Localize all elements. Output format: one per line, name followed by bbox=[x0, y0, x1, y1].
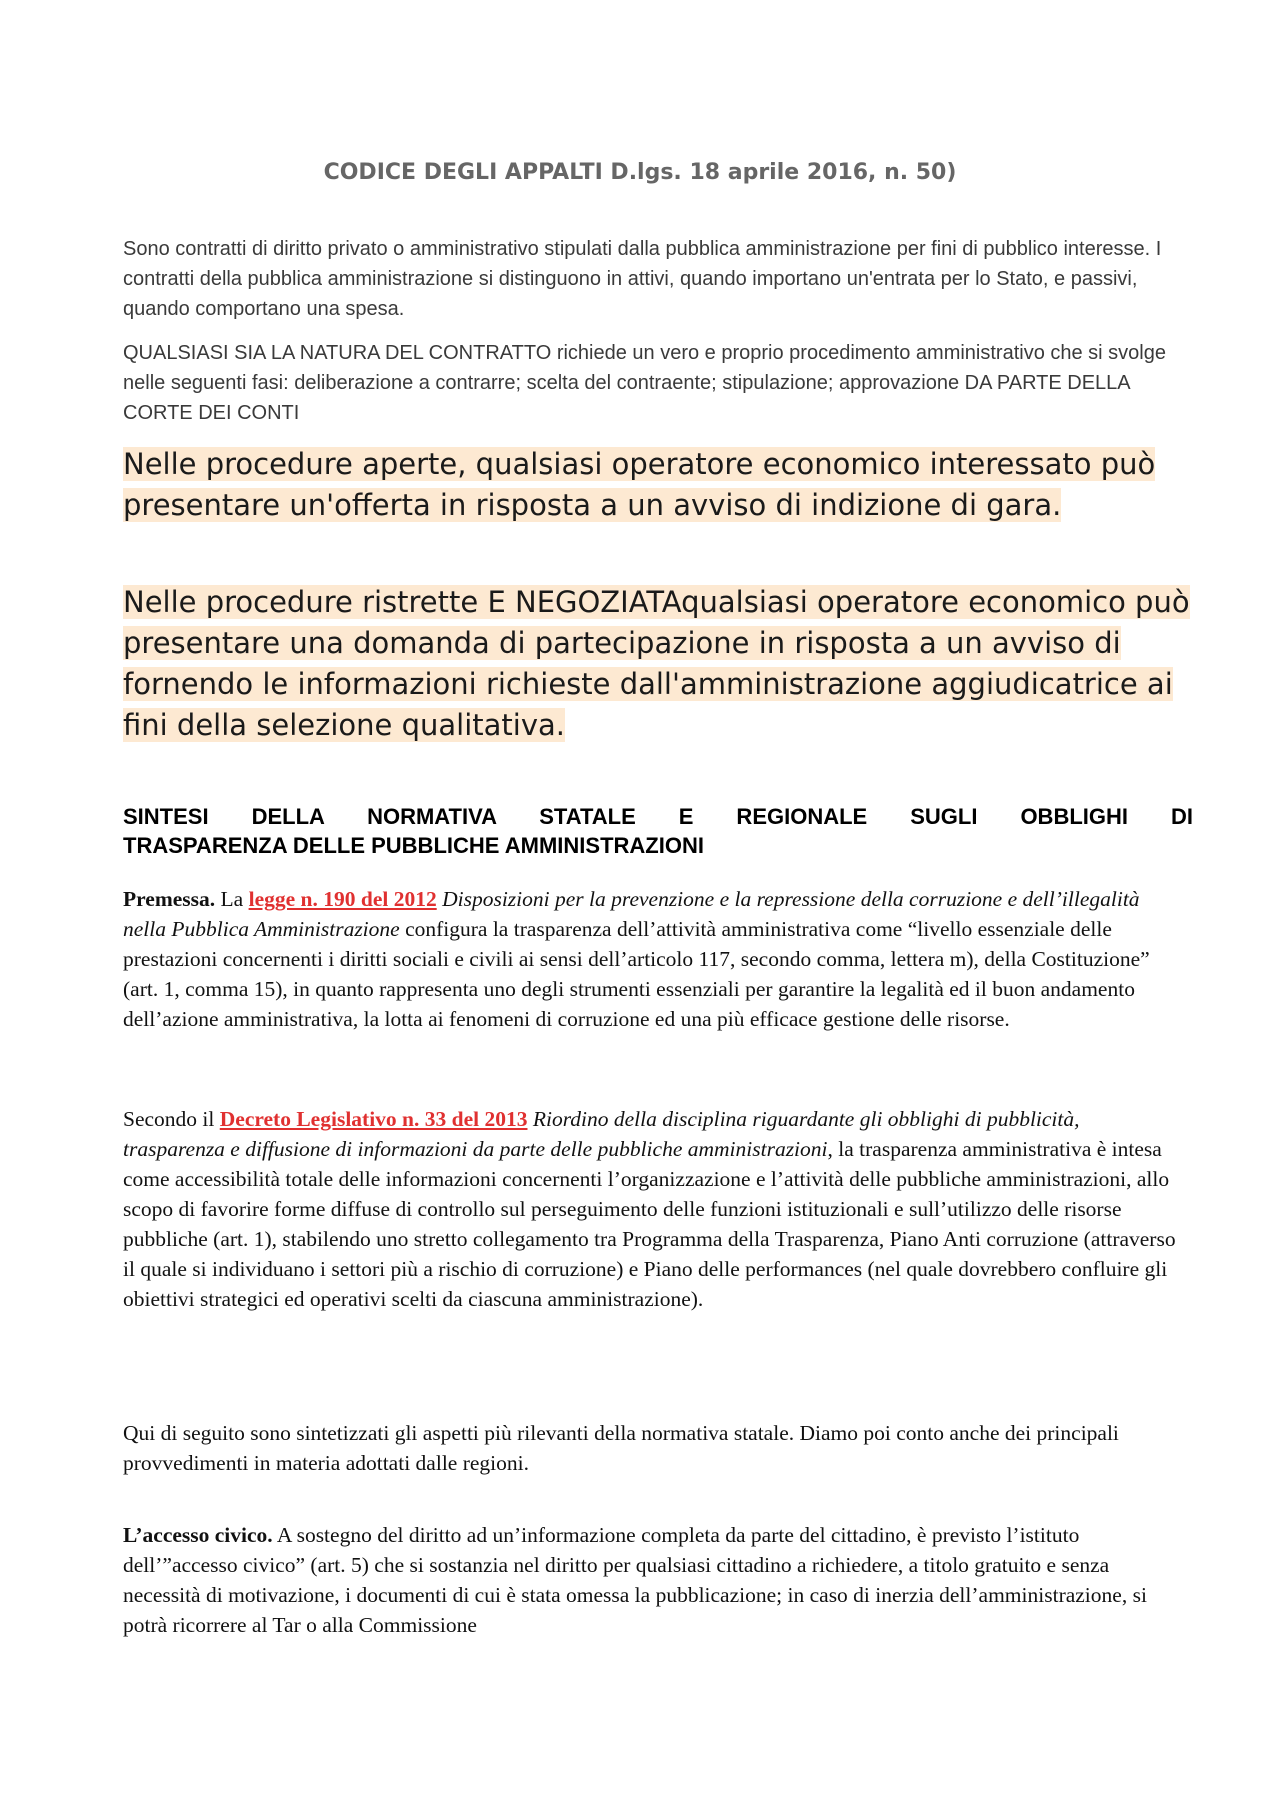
secondo-body: , la trasparenza amministrativa è intesa come accessibilità totale delle informazioni concernenti l’organizzazione e l’attività delle pubbliche amministrazioni, allo scopo di favorire forme diffuse di controllo sul perseguimento delle funzioni istituzionali e sull’utilizzo delle risorse pubbliche (art. 1), stabilendo uno stretto collegamento tra Programma della Trasparenza, Piano Anti corruzione (attraverso il quale si individuano i settori più a rischio di corruzione) e Piano delle performances (nel quale dovrebbero confluire gli obiettivi strategici ed operativi scelti da ciascuna amministrazione). bbox=[123, 1137, 1176, 1311]
highlight-paragraph-restricted-procedures bbox=[123, 582, 1203, 746]
accesso-civico-body: A sostegno del diritto ad un’informazione completa da parte del cittadino, è previsto l’istituto dell’”accesso civico” (art. 5) che si sostanzia nel diritto per qualsiasi cittadino a richiedere, a titolo gratuito e senza necessità di motivazione, i documenti di cui è stata omessa la pubblicazione; in caso di inerzia dell’amministrazione, si potrà ricorrere al Tar o alla Commissione bbox=[123, 1523, 1147, 1637]
intro-paragraph-1: Sono contratti di diritto privato o amministrativo stipulati dalla pubblica amministrazione per fini di pubblico interesse. I contratti della pubblica amministrazione si distinguono in attivi, quando importano un'entrata per lo Stato, e passivi, quando comportano una spesa. bbox=[123, 238, 1162, 320]
secondo-law-title: Riordino della disciplina riguardante gli obblighi di pubblicità, trasparenza e diffusione di informazioni da parte delle pubbliche amministrazioni bbox=[123, 1107, 1080, 1161]
premessa-law-title: Disposizioni per la prevenzione e la repressione della corruzione e dell’illegalità nella Pubblica Amministrazione bbox=[123, 887, 1140, 941]
premessa-label: Premessa. bbox=[123, 887, 216, 911]
premessa-pre-link: La bbox=[215, 887, 249, 911]
section-heading-line-2: TRASPARENZA DELLE PUBBLICHE AMMINISTRAZIONI bbox=[123, 833, 704, 858]
highlight-text-1: Nelle procedure aperte, qualsiasi operatore economico interessato può presentare un'offerta in risposta a un avviso di indizione di gara. bbox=[123, 447, 1156, 522]
premessa-paragraph bbox=[123, 884, 1183, 1034]
highlight-paragraph-open-procedures bbox=[123, 444, 1203, 526]
secondo-pre-link: Secondo il bbox=[123, 1107, 220, 1131]
secondo-paragraph bbox=[123, 1104, 1183, 1314]
seguito-paragraph: Qui di seguito sono sintetizzati gli aspetti più rilevanti della normativa statale. Diamo poi conto anche dei principali provvedimenti in materia adottati dalle regioni. bbox=[123, 1421, 1119, 1475]
legge-190-link[interactable]: legge n. 190 del 2012 bbox=[248, 887, 437, 911]
section-heading-line-1: SINTESI DELLA NORMATIVA STATALE E REGIONALE SUGLI OBBLIGHI DI bbox=[123, 804, 1193, 829]
intro-paragraph-2: QUALSIASI SIA LA NATURA DEL CONTRATTO richiede un vero e proprio procedimento amministrativo che si svolge nelle seguenti fasi: deliberazione a contrarre; scelta del contraente; stipulazione; approvazione DA PARTE DELLA CORTE DEI CONTI bbox=[123, 342, 1166, 424]
decreto-33-link[interactable]: Decreto Legislativo n. 33 del 2013 bbox=[219, 1107, 528, 1131]
highlight-text-2: Nelle procedure ristrette E NEGOZIATAqualsiasi operatore economico può presentare una domanda di partecipazione in risposta a un avviso di fornendo le informazioni richieste dall'amministrazione aggiudicatrice ai fini della selezione qualitativa. bbox=[123, 585, 1190, 742]
accesso-civico-paragraph bbox=[123, 1520, 1183, 1640]
document-title: CODICE DEGLI APPALTI D.lgs. 18 aprile 2016, n. 50) bbox=[323, 160, 957, 185]
accesso-civico-label: L’accesso civico. bbox=[123, 1523, 273, 1547]
section-heading bbox=[123, 802, 1193, 860]
premessa-body: configura la trasparenza dell’attività amministrativa come “livello essenziale delle prestazioni concernenti i diritti sociali e civili ai sensi dell’articolo 117, secondo comma, lettera m), della Costituzione” (art. 1, comma 15), in quanto rappresenta uno degli strumenti essenziali per garantire la legalità ed il buon andamento dell’azione amministrativa, la lotta ai fenomeni di corruzione ed una più efficace gestione delle risorse. bbox=[123, 917, 1150, 1031]
